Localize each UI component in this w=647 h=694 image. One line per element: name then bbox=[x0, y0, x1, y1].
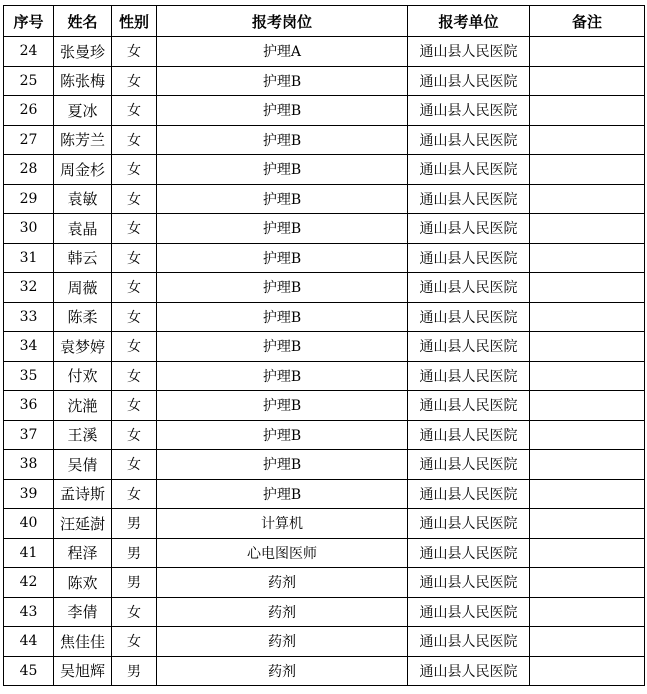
note-cell bbox=[530, 656, 645, 686]
note-cell bbox=[530, 184, 645, 214]
note-cell bbox=[530, 627, 645, 657]
table-row bbox=[4, 597, 645, 627]
name-cell: 付欢 bbox=[54, 361, 112, 391]
header-gender: 性别 bbox=[112, 6, 157, 37]
gender-cell: 女 bbox=[112, 420, 157, 450]
table-row bbox=[4, 302, 645, 332]
gender-cell: 女 bbox=[112, 332, 157, 362]
table-row bbox=[4, 479, 645, 509]
unit-cell: 通山县人民医院 bbox=[408, 509, 530, 539]
header-name: 姓名 bbox=[54, 6, 112, 37]
name-cell: 陈欢 bbox=[54, 568, 112, 598]
name-cell: 张曼珍 bbox=[54, 37, 112, 67]
table-row bbox=[4, 568, 645, 598]
name-cell: 袁敏 bbox=[54, 184, 112, 214]
seq-cell: 31 bbox=[4, 243, 54, 273]
table-row bbox=[4, 391, 645, 421]
table-row bbox=[4, 450, 645, 480]
position-cell: 心电图医师 bbox=[157, 538, 408, 568]
gender-cell: 男 bbox=[112, 509, 157, 539]
position-cell: 护理B bbox=[157, 66, 408, 96]
unit-cell: 通山县人民医院 bbox=[408, 125, 530, 155]
note-cell bbox=[530, 479, 645, 509]
note-cell bbox=[530, 332, 645, 362]
position-cell: 护理B bbox=[157, 243, 408, 273]
unit-cell: 通山县人民医院 bbox=[408, 214, 530, 244]
position-cell: 护理B bbox=[157, 155, 408, 185]
name-cell: 李倩 bbox=[54, 597, 112, 627]
gender-cell: 女 bbox=[112, 391, 157, 421]
table-row bbox=[4, 332, 645, 362]
unit-cell: 通山县人民医院 bbox=[408, 627, 530, 657]
table-row bbox=[4, 243, 645, 273]
header-unit: 报考单位 bbox=[408, 6, 530, 37]
position-cell: 护理B bbox=[157, 214, 408, 244]
unit-cell: 通山县人民医院 bbox=[408, 37, 530, 67]
header-seq: 序号 bbox=[4, 6, 54, 37]
gender-cell: 男 bbox=[112, 568, 157, 598]
gender-cell: 女 bbox=[112, 273, 157, 303]
seq-cell: 29 bbox=[4, 184, 54, 214]
note-cell bbox=[530, 302, 645, 332]
unit-cell: 通山县人民医院 bbox=[408, 361, 530, 391]
gender-cell: 女 bbox=[112, 243, 157, 273]
unit-cell: 通山县人民医院 bbox=[408, 450, 530, 480]
gender-cell: 女 bbox=[112, 597, 157, 627]
unit-cell: 通山县人民医院 bbox=[408, 273, 530, 303]
seq-cell: 38 bbox=[4, 450, 54, 480]
table-row bbox=[4, 509, 645, 539]
position-cell: 护理B bbox=[157, 302, 408, 332]
gender-cell: 女 bbox=[112, 96, 157, 126]
unit-cell: 通山县人民医院 bbox=[408, 332, 530, 362]
table-row bbox=[4, 96, 645, 126]
table-row bbox=[4, 361, 645, 391]
seq-cell: 40 bbox=[4, 509, 54, 539]
unit-cell: 通山县人民医院 bbox=[408, 597, 530, 627]
note-cell bbox=[530, 568, 645, 598]
seq-cell: 30 bbox=[4, 214, 54, 244]
position-cell: 护理B bbox=[157, 96, 408, 126]
unit-cell: 通山县人民医院 bbox=[408, 184, 530, 214]
position-cell: 护理B bbox=[157, 391, 408, 421]
seq-cell: 24 bbox=[4, 37, 54, 67]
unit-cell: 通山县人民医院 bbox=[408, 538, 530, 568]
name-cell: 沈滟 bbox=[54, 391, 112, 421]
gender-cell: 女 bbox=[112, 361, 157, 391]
note-cell bbox=[530, 96, 645, 126]
seq-cell: 28 bbox=[4, 155, 54, 185]
name-cell: 陈张梅 bbox=[54, 66, 112, 96]
note-cell bbox=[530, 509, 645, 539]
applicant-table bbox=[3, 5, 645, 686]
note-cell bbox=[530, 125, 645, 155]
name-cell: 陈柔 bbox=[54, 302, 112, 332]
gender-cell: 女 bbox=[112, 125, 157, 155]
table-row bbox=[4, 214, 645, 244]
header-note: 备注 bbox=[530, 6, 645, 37]
unit-cell: 通山县人民医院 bbox=[408, 656, 530, 686]
position-cell: 计算机 bbox=[157, 509, 408, 539]
table-row bbox=[4, 656, 645, 686]
seq-cell: 39 bbox=[4, 479, 54, 509]
seq-cell: 25 bbox=[4, 66, 54, 96]
unit-cell: 通山县人民医院 bbox=[408, 66, 530, 96]
note-cell bbox=[530, 597, 645, 627]
position-cell: 护理B bbox=[157, 450, 408, 480]
gender-cell: 男 bbox=[112, 656, 157, 686]
name-cell: 周金杉 bbox=[54, 155, 112, 185]
gender-cell: 女 bbox=[112, 302, 157, 332]
gender-cell: 女 bbox=[112, 450, 157, 480]
table-row bbox=[4, 125, 645, 155]
name-cell: 陈芳兰 bbox=[54, 125, 112, 155]
position-cell: 护理B bbox=[157, 273, 408, 303]
name-cell: 孟诗斯 bbox=[54, 479, 112, 509]
table-row bbox=[4, 66, 645, 96]
note-cell bbox=[530, 450, 645, 480]
unit-cell: 通山县人民医院 bbox=[408, 479, 530, 509]
position-cell: 药剂 bbox=[157, 627, 408, 657]
note-cell bbox=[530, 361, 645, 391]
name-cell: 夏冰 bbox=[54, 96, 112, 126]
position-cell: 护理A bbox=[157, 37, 408, 67]
unit-cell: 通山县人民医院 bbox=[408, 96, 530, 126]
name-cell: 程泽 bbox=[54, 538, 112, 568]
name-cell: 周薇 bbox=[54, 273, 112, 303]
gender-cell: 女 bbox=[112, 214, 157, 244]
note-cell bbox=[530, 273, 645, 303]
table-row bbox=[4, 627, 645, 657]
unit-cell: 通山县人民医院 bbox=[408, 243, 530, 273]
table-row bbox=[4, 184, 645, 214]
seq-cell: 32 bbox=[4, 273, 54, 303]
seq-cell: 33 bbox=[4, 302, 54, 332]
gender-cell: 男 bbox=[112, 538, 157, 568]
table-row bbox=[4, 37, 645, 67]
seq-cell: 45 bbox=[4, 656, 54, 686]
position-cell: 护理B bbox=[157, 332, 408, 362]
position-cell: 护理B bbox=[157, 361, 408, 391]
name-cell: 王溪 bbox=[54, 420, 112, 450]
note-cell bbox=[530, 243, 645, 273]
table-row bbox=[4, 273, 645, 303]
table-row bbox=[4, 155, 645, 185]
seq-cell: 42 bbox=[4, 568, 54, 598]
seq-cell: 34 bbox=[4, 332, 54, 362]
gender-cell: 女 bbox=[112, 479, 157, 509]
table-row bbox=[4, 538, 645, 568]
gender-cell: 女 bbox=[112, 627, 157, 657]
note-cell bbox=[530, 538, 645, 568]
name-cell: 韩云 bbox=[54, 243, 112, 273]
position-cell: 药剂 bbox=[157, 597, 408, 627]
seq-cell: 37 bbox=[4, 420, 54, 450]
gender-cell: 女 bbox=[112, 37, 157, 67]
unit-cell: 通山县人民医院 bbox=[408, 568, 530, 598]
gender-cell: 女 bbox=[112, 184, 157, 214]
seq-cell: 41 bbox=[4, 538, 54, 568]
seq-cell: 36 bbox=[4, 391, 54, 421]
seq-cell: 27 bbox=[4, 125, 54, 155]
note-cell bbox=[530, 155, 645, 185]
position-cell: 药剂 bbox=[157, 656, 408, 686]
position-cell: 护理B bbox=[157, 184, 408, 214]
name-cell: 吴倩 bbox=[54, 450, 112, 480]
name-cell: 焦佳佳 bbox=[54, 627, 112, 657]
name-cell: 汪延澍 bbox=[54, 509, 112, 539]
note-cell bbox=[530, 391, 645, 421]
name-cell: 吴旭辉 bbox=[54, 656, 112, 686]
position-cell: 护理B bbox=[157, 125, 408, 155]
seq-cell: 35 bbox=[4, 361, 54, 391]
gender-cell: 女 bbox=[112, 66, 157, 96]
table-body bbox=[4, 37, 645, 686]
table-row bbox=[4, 420, 645, 450]
note-cell bbox=[530, 420, 645, 450]
header-position: 报考岗位 bbox=[157, 6, 408, 37]
unit-cell: 通山县人民医院 bbox=[408, 420, 530, 450]
header-row bbox=[4, 6, 645, 37]
note-cell bbox=[530, 214, 645, 244]
position-cell: 护理B bbox=[157, 420, 408, 450]
name-cell: 袁梦婷 bbox=[54, 332, 112, 362]
note-cell bbox=[530, 37, 645, 67]
unit-cell: 通山县人民医院 bbox=[408, 155, 530, 185]
position-cell: 药剂 bbox=[157, 568, 408, 598]
seq-cell: 44 bbox=[4, 627, 54, 657]
note-cell bbox=[530, 66, 645, 96]
unit-cell: 通山县人民医院 bbox=[408, 302, 530, 332]
seq-cell: 26 bbox=[4, 96, 54, 126]
unit-cell: 通山县人民医院 bbox=[408, 391, 530, 421]
seq-cell: 43 bbox=[4, 597, 54, 627]
gender-cell: 女 bbox=[112, 155, 157, 185]
name-cell: 袁晶 bbox=[54, 214, 112, 244]
position-cell: 护理B bbox=[157, 479, 408, 509]
